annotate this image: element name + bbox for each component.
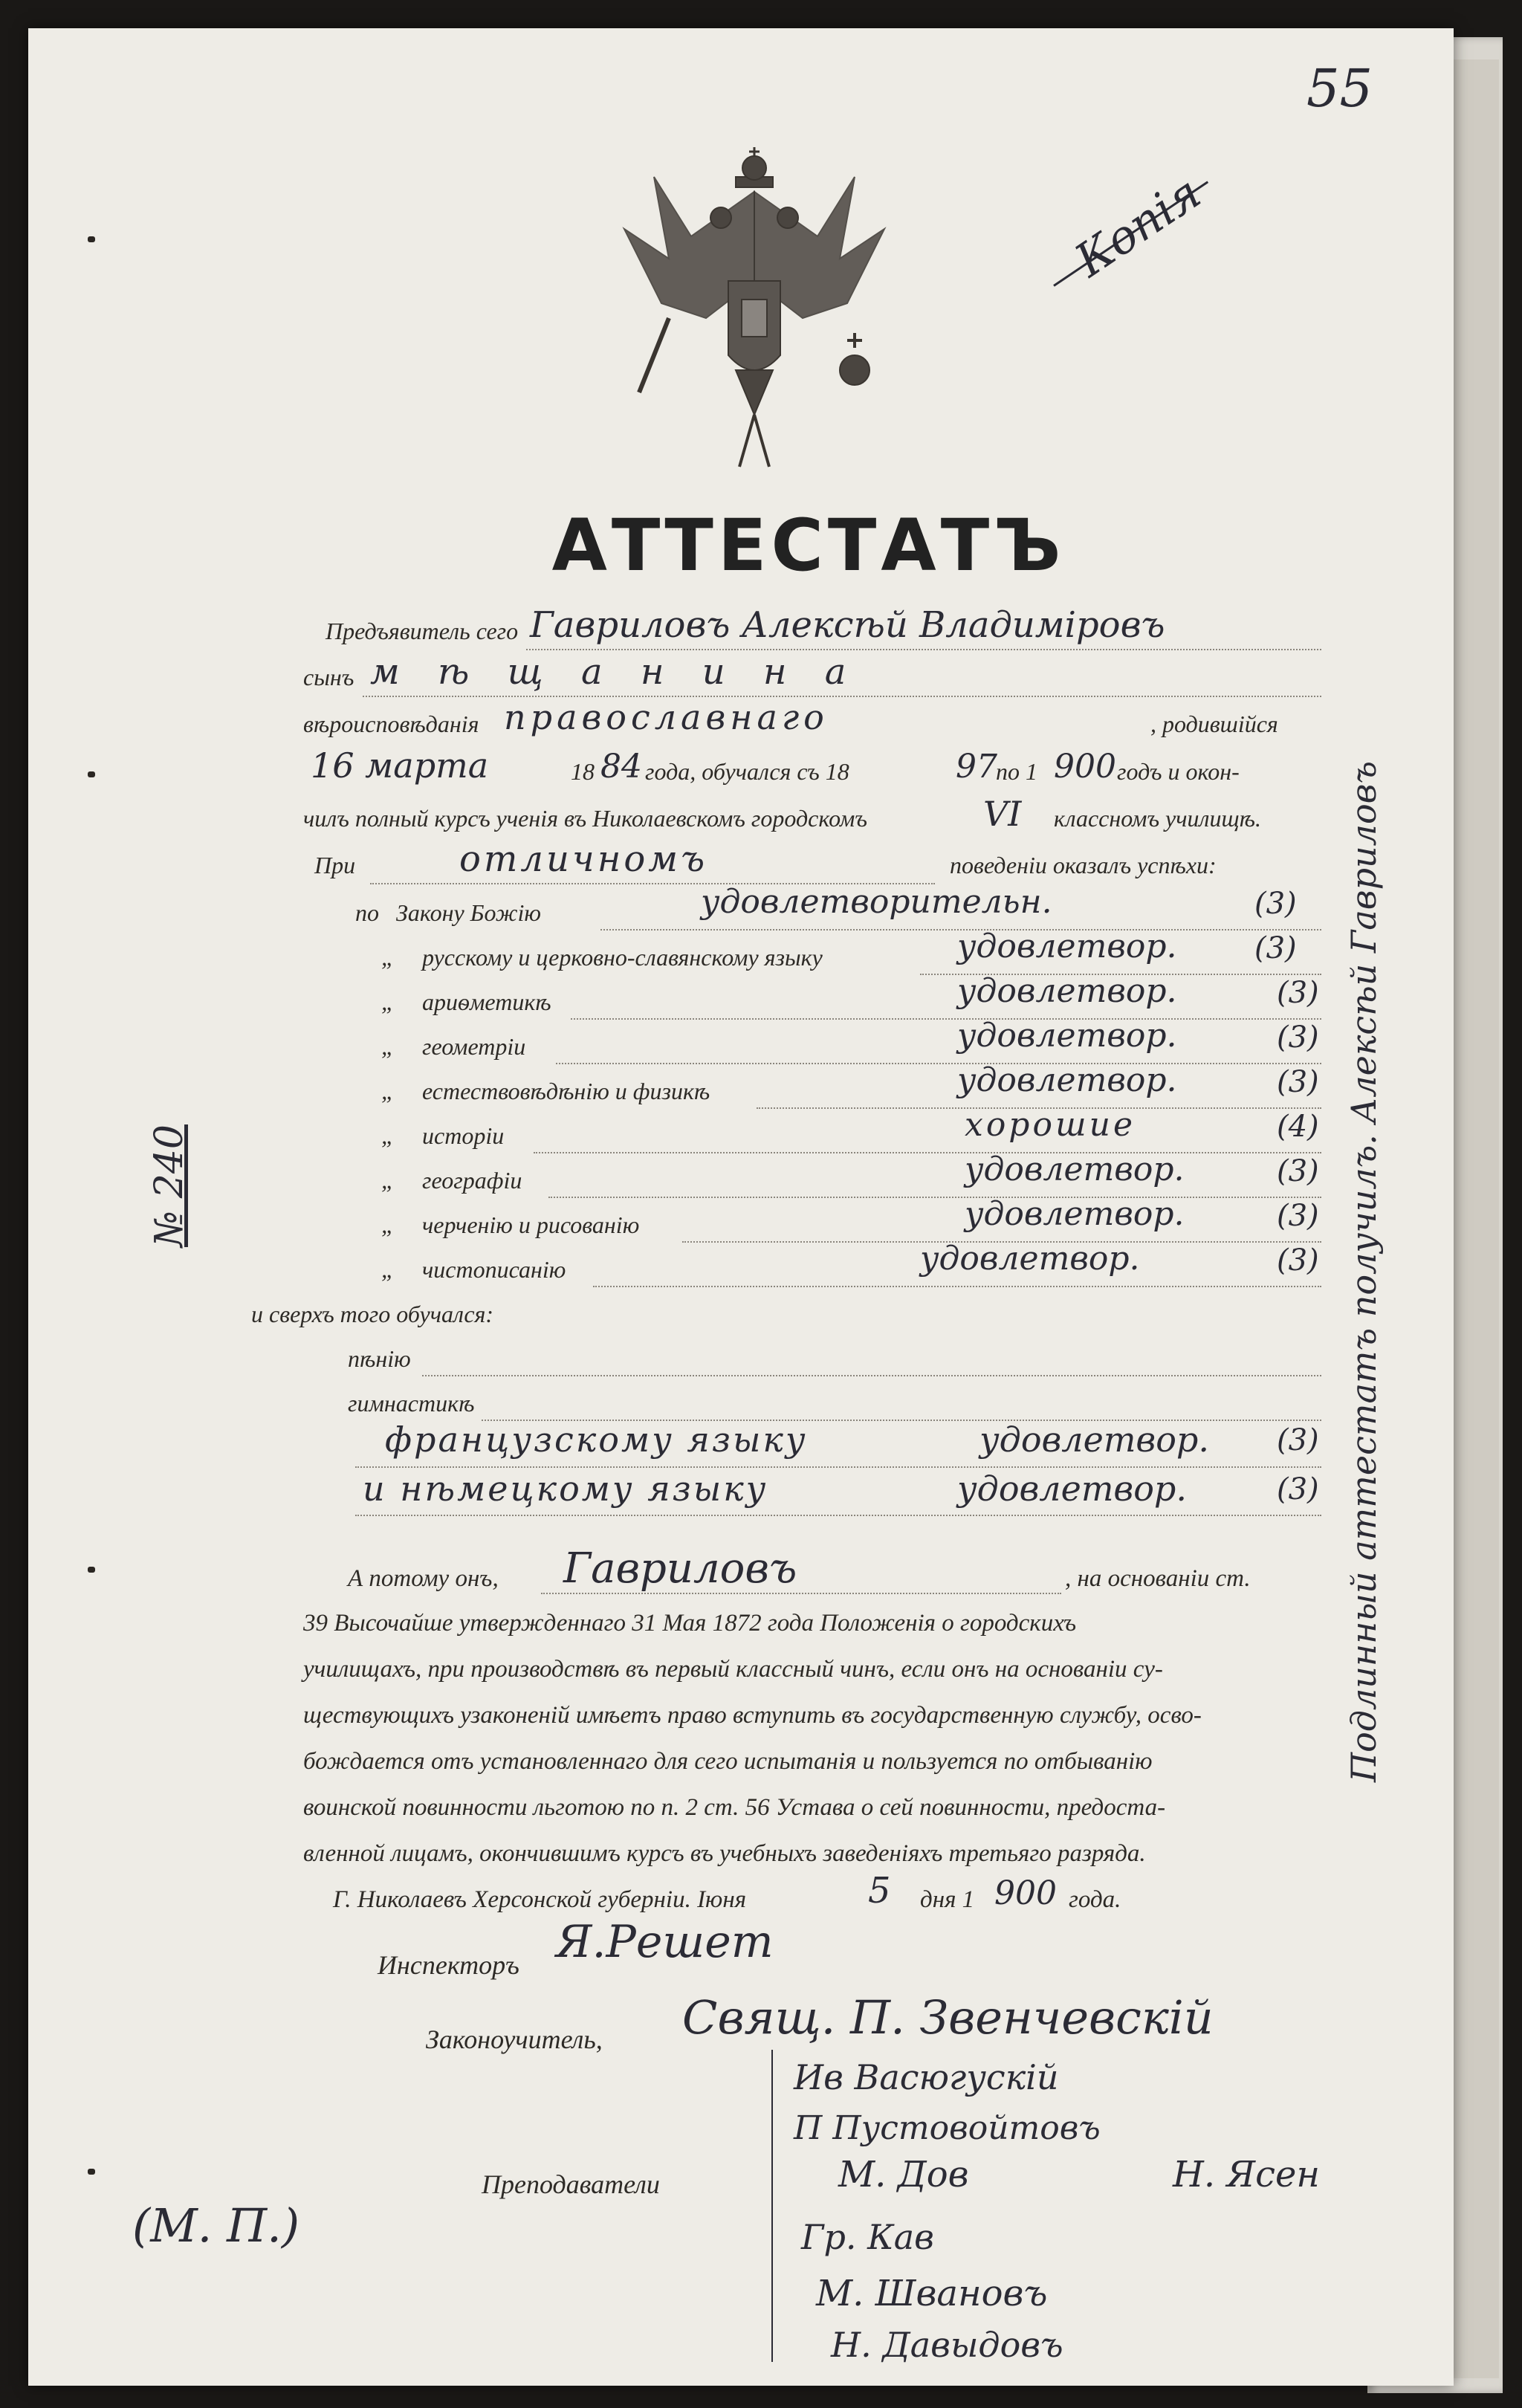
teacher-signature: Ив Васюгускій [794,2057,1059,2097]
certificate-page [28,28,1454,2386]
subject-grade: удовлетвор. [920,1240,1140,1278]
teacher-signature: Н. Давыдовъ [831,2325,1063,2365]
bearer-name: Гавриловъ Алексѣй Владиміровъ [530,604,1165,646]
subject-grade: удовлетвор. [957,1017,1177,1055]
conduct-label: При [314,852,356,878]
subject-name: естествовѣдѣнію и физикѣ [422,1078,710,1104]
extra-gym: гимнастикѣ [348,1390,475,1417]
conduct-end: поведеніи оказалъ успѣхи: [950,852,1217,878]
conclusion-line: бождается отъ установленнаго для сего испытанія и пользуется по отбыванію [303,1748,1153,1775]
fill-line [541,1593,1061,1594]
school-class: VI [983,794,1022,834]
subject-mark: (3) [1277,1154,1319,1188]
conclusion-prefix: А потому онъ, [348,1565,499,1592]
registration-number: № 240 [147,1124,192,1247]
subject-prefix: „ [381,1033,395,1060]
teachers-label: Преподаватели [482,2169,660,2199]
subject-mark: (4) [1277,1110,1319,1144]
subject-mark: (3) [1277,1199,1319,1233]
fill-line [355,1515,1321,1516]
fill-line [571,1018,1321,1020]
extra-label: и сверхъ того обучался: [251,1301,494,1327]
punch-hole [88,236,95,242]
subject-prefix: „ [381,1167,395,1194]
subject-grade: удовлетвор. [957,972,1177,1010]
fill-line [534,1152,1321,1153]
french-subject: французскому языку [385,1420,808,1460]
subject-mark: (3) [1277,1020,1319,1055]
teacher-signature: М. Швановъ [816,2273,1048,2314]
fill-line [526,649,1321,650]
french-grade: удовлетвор. [979,1420,1209,1460]
subject-mark: (3) [1277,1243,1319,1278]
year-label: года. [1069,1886,1121,1913]
day-value: 5 [868,1870,891,1912]
subject-grade: удовлетвор. [957,928,1177,965]
fill-line [422,1375,1321,1376]
subject-prefix: по [355,899,379,926]
conclusion-line: 39 Высочайше утвержденнаго 31 Мая 1872 года Положенія о городскихъ [303,1610,1077,1637]
birth-date: 16 марта [311,745,489,786]
birth-year: 84 [600,748,642,786]
law-teacher-signature: Свящ. П. Звенчевскій [682,1990,1214,2045]
subject-name: геометріи [422,1033,526,1060]
subject-name: черченію и рисованію [422,1211,640,1238]
fill-line [556,1063,1321,1064]
study-to: 900 [1054,748,1116,786]
fill-line [593,1286,1321,1287]
receipt-side-note: Подлинный аттестатъ получилъ. Алексѣй Гавриловъ [1344,760,1384,1782]
faith-label: вѣроисповѣданія [303,711,479,737]
subject-prefix: „ [381,1256,395,1283]
teacher-signature: Н. Ясен [1173,2154,1321,2195]
conclusion-line: воинской повинности льготою по п. 2 ст. 56 Устава о сей повинности, предоста- [303,1794,1166,1821]
conclusion-line: вленной лицамъ, окончившимъ курсъ въ учебныхъ заведеніяхъ третьяго разряда. [303,1840,1146,1867]
inspector-signature: Я.Решет [556,1916,774,1968]
subject-mark: (3) [1277,1065,1319,1099]
course-line-end: классномъ училищѣ. [1054,805,1261,832]
copy-mark: Копія [1065,165,1211,288]
course-line: чилъ полный курсъ ученія въ Николаевскомъ городскомъ [303,805,867,832]
year-prefix: 18 [571,758,595,785]
inspector-label: Инспекторъ [378,1950,519,1980]
faith: православнаго [504,697,829,737]
conduct: отличномъ [459,838,708,880]
german-grade: удовлетвор. [957,1469,1187,1509]
to-label: по 1 [996,758,1037,785]
subject-name: русскому и церковно-славянскому языку [422,944,823,971]
teacher-signature: Гр. Кав [801,2217,934,2257]
study-from: 97 [956,748,997,786]
subject-mark: (3) [1254,887,1297,921]
estate: м ѣ щ а н и н а [370,651,860,693]
signature-bracket [771,2050,773,2362]
fill-line [355,1466,1321,1468]
conclusion-line: ществующихъ узаконеній имѣетъ право вступить въ государственную службу, осво- [303,1702,1202,1729]
imperial-eagle-emblem [609,147,899,496]
german-subject: и нѣмецкому языку [363,1469,768,1509]
subject-prefix: „ [381,1078,395,1104]
french-mark: (3) [1277,1423,1319,1457]
subject-name: ариѳметикѣ [422,988,551,1015]
subject-prefix: „ [381,944,395,971]
after-to: годъ и окон- [1117,758,1240,785]
fill-line [548,1197,1321,1198]
punch-hole [88,2169,95,2175]
conclusion-line: училищахъ, при производствѣ въ первый классный чинъ, если онъ на основаніи су- [303,1656,1163,1683]
german-mark: (3) [1277,1472,1319,1506]
seal-place-mark: (М. П.) [132,2198,300,2253]
son-label: сынъ [303,664,354,690]
subject-grade: удовлетвор. [957,1061,1177,1099]
bearer-label: Предъявитель сего [326,618,519,644]
subject-mark: (3) [1277,976,1319,1010]
subject-name: чистописанію [422,1256,566,1283]
subject-grade: удовлетворительн. [701,883,1052,921]
place-date: Г. Николаевъ Херсонской губерніи. Іюня [333,1886,747,1913]
punch-hole [88,1567,95,1573]
year-value: 900 [994,1874,1057,1912]
subject-prefix: „ [381,1122,395,1149]
subject-grade: удовлетвор. [965,1150,1185,1188]
subject-name: Закону Божію [396,899,541,926]
conclusion-name: Гавриловъ [563,1544,797,1593]
subject-prefix: „ [381,988,395,1015]
subject-prefix: „ [381,1211,395,1238]
subject-name: географіи [422,1167,522,1194]
document-title: АТТЕСТАТЪ [551,504,1066,587]
page-number: 55 [1306,58,1373,119]
year-label: года, обучался съ 18 [645,758,849,785]
punch-hole [88,771,95,777]
subject-grade: удовлетвор. [965,1195,1185,1233]
born-label: , родившійся [1150,711,1278,737]
extra-singing: пѣнію [348,1345,411,1372]
law-teacher-label: Законоучитель, [426,2025,603,2054]
subject-grade: хорошие [965,1106,1136,1144]
conclusion-line1-end: , на основаніи ст. [1065,1565,1251,1592]
subject-name: исторіи [422,1122,505,1149]
day-label: дня 1 [920,1886,975,1913]
teacher-signature: М. Дов [838,2154,969,2195]
subject-mark: (3) [1254,931,1297,965]
teacher-signature: П Пустовойтовъ [794,2109,1101,2147]
